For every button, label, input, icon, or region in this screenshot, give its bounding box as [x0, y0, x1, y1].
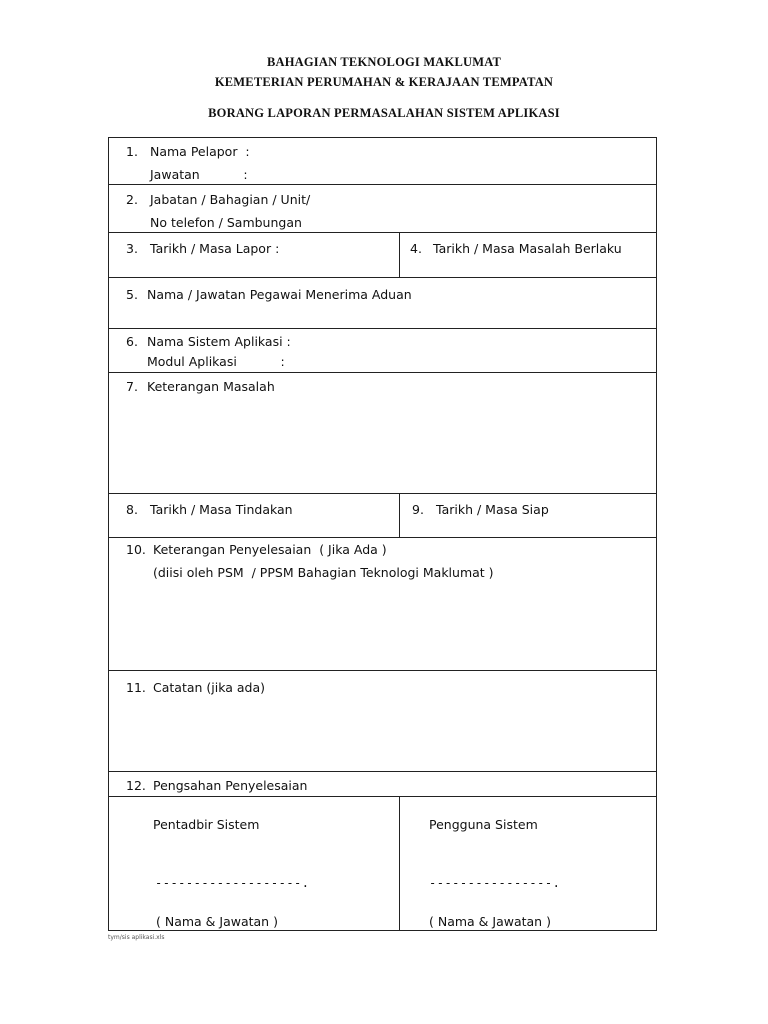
column-divider [399, 796, 400, 931]
field-pengsahan: Pengsahan Penyelesaian [153, 778, 308, 793]
row-divider [108, 328, 657, 329]
ministry-title: KEMETERIAN PERUMAHAN & KERAJAAN TEMPATAN [214, 75, 554, 89]
row-divider [108, 372, 657, 373]
field-3-number: 3. [126, 241, 138, 256]
row-divider [108, 771, 657, 772]
field-1-number: 1. [126, 144, 138, 159]
field-keterangan-penyelesaian[interactable]: Keterangan Penyelesaian ( Jika Ada ) [153, 542, 387, 557]
column-divider [399, 493, 400, 537]
field-nama-sistem[interactable]: Nama Sistem Aplikasi : [147, 334, 291, 349]
field-tarikh-siap[interactable]: Tarikh / Masa Siap [436, 502, 549, 517]
field-11-number: 11. [126, 680, 146, 695]
row-divider [108, 232, 657, 233]
field-9-number: 9. [412, 502, 424, 517]
user-signature-line[interactable]: ----------------. [429, 876, 561, 890]
field-keterangan-masalah[interactable]: Keterangan Masalah [147, 379, 275, 394]
field-tarikh-lapor[interactable]: Tarikh / Masa Lapor : [150, 241, 280, 256]
field-nama-pelapor[interactable]: Nama Pelapor : [150, 144, 250, 159]
field-5-number: 5. [126, 287, 138, 302]
row-divider [108, 493, 657, 494]
form-table [108, 137, 657, 931]
row-divider [108, 277, 657, 278]
field-2-number: 2. [126, 192, 138, 207]
field-8-number: 8. [126, 502, 138, 517]
field-4-number: 4. [410, 241, 422, 256]
field-jawatan[interactable]: Jawatan : [150, 167, 248, 182]
row-divider [108, 670, 657, 671]
row-divider [108, 537, 657, 538]
column-divider [399, 232, 400, 277]
field-7-number: 7. [126, 379, 138, 394]
field-modul-aplikasi[interactable]: Modul Aplikasi : [147, 354, 285, 369]
admin-label: Pentadbir Sistem [153, 817, 260, 832]
field-10-note: (diisi oleh PSM / PPSM Bahagian Teknologi Maklumat ) [153, 565, 494, 580]
user-caption: ( Nama & Jawatan ) [429, 914, 551, 929]
row-divider [108, 184, 657, 185]
field-6-number: 6. [126, 334, 138, 349]
field-tarikh-masalah[interactable]: Tarikh / Masa Masalah Berlaku [433, 241, 622, 256]
field-tarikh-tindakan[interactable]: Tarikh / Masa Tindakan [150, 502, 293, 517]
form-title: BORANG LAPORAN PERMASALAHAN SISTEM APLIKASI [208, 106, 560, 120]
admin-caption: ( Nama & Jawatan ) [156, 914, 278, 929]
file-reference: tym/sis aplikasi.xls [108, 934, 165, 941]
field-pegawai-aduan[interactable]: Nama / Jawatan Pegawai Menerima Aduan [147, 287, 412, 302]
department-title: BAHAGIAN TEKNOLOGI MAKLUMAT [266, 55, 502, 69]
field-catatan[interactable]: Catatan (jika ada) [153, 680, 266, 695]
row-divider [108, 796, 657, 797]
field-jabatan[interactable]: Jabatan / Bahagian / Unit/ [150, 192, 311, 207]
field-10-number: 10. [126, 542, 146, 557]
user-label: Pengguna Sistem [429, 817, 538, 832]
field-no-telefon[interactable]: No telefon / Sambungan [150, 215, 302, 230]
field-12-number: 12. [126, 778, 146, 793]
admin-signature-line[interactable]: -------------------. [155, 876, 310, 890]
